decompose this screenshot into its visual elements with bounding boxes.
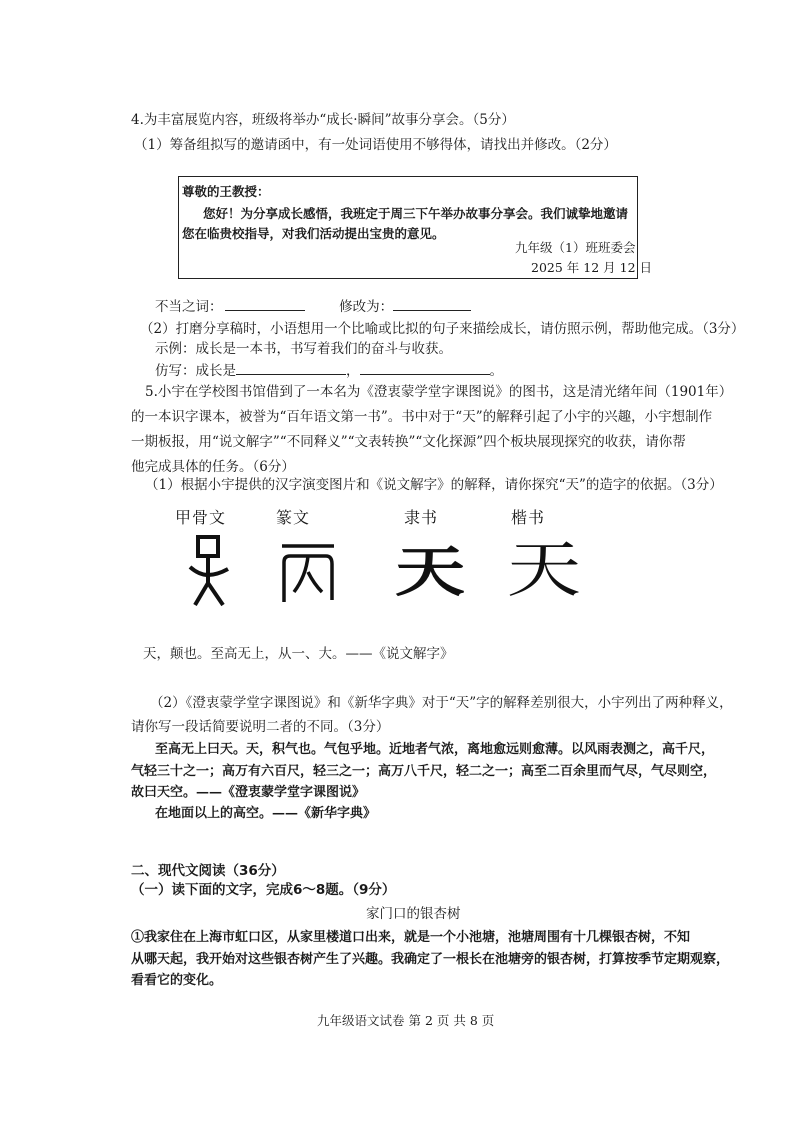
q4-title: 4.为丰富展览内容，班级将举办“成长·瞬间”故事分享会。（5分）: [131, 112, 515, 128]
clerical-script-tian-glyph: 天: [395, 540, 465, 604]
def-xinhua: 在地面以上的高空。——《新华字典》: [155, 806, 377, 821]
q5-line1: 5.小宇在学校图书馆借到了一本名为《澄衷蒙学堂字课图说》的图书，这是清光绪年间（1901年）: [145, 384, 733, 400]
modify-blank[interactable]: [393, 296, 471, 311]
q5-part1: （1）根据小宇提供的汉字演变图片和《说文解字》的解释，请你探究“天”的造字的依据。（3分）: [145, 477, 723, 493]
seal-script-label: 篆文: [276, 508, 311, 527]
section2-subheading: （一）读下面的文字，完成6～8题。（9分）: [131, 882, 396, 898]
def-chengzhong-line1: 至高无上曰天。天，积气也。气包乎地。近地者气浓，离地愈远则愈薄。以风雨表测之，高千尺，: [155, 742, 715, 757]
shuowen-definition: 天，颠也。至高无上，从一、大。——《说文解字》: [143, 646, 454, 662]
def-chengzhong-line2: 气轻三十之一；高万有六百尺，轻三之一；高万八千尺，轻二之一；高至二百余里而气尽，气尽则空，: [131, 764, 717, 779]
oracle-bone-label: 甲骨文: [175, 508, 227, 527]
improper-word-blank[interactable]: [225, 296, 305, 311]
imitate-period: 。: [489, 363, 503, 379]
letter-body-line2: 您在临贵校指导，对我们活动提出宝贵的意见。: [182, 226, 445, 241]
q4-example: 示例：成长是一本书，书写着我们的奋斗与收获。: [155, 341, 452, 357]
imitate-blank-2[interactable]: [360, 360, 490, 375]
q4-part2: （2）打磨分享稿时，小语想用一个比喻或比拟的句子来描绘成长，请仿照示例，帮助他完成。（3分）: [140, 321, 745, 337]
improper-word-label: 不当之词：: [155, 299, 223, 315]
q4-part1: （1）筹备组拟写的邀请函中，有一处词语使用不够得体，请找出并修改。（2分）: [134, 137, 617, 153]
page-footer: 九年级语文试卷 第 2 页 共 8 页: [317, 1013, 495, 1028]
regular-script-tian-glyph: 天: [507, 534, 581, 606]
imitate-blank-1[interactable]: [236, 360, 346, 375]
imitate-row: [155, 360, 503, 380]
article-para1-line1: ①我家住在上海市虹口区，从家里楼道口出来，就是一个小池塘，池塘周围有十几棵银杏树，不知: [131, 930, 691, 945]
letter-salutation: 尊敬的王教授：: [182, 184, 270, 199]
letter-date: 2025 年 12 月 12 日: [531, 260, 652, 275]
q5-line3: 一期板报，用“说文解字”“不同释义”“文表转换”“文化探源”四个板块展现探究的收获，请你帮: [131, 434, 686, 450]
clerical-script-label: 隶书: [404, 508, 439, 527]
q5-part2-line2: 请你写一段话简要说明二者的不同。（3分）: [131, 719, 390, 735]
invitation-letter-box: [178, 176, 652, 279]
section2-heading: 二、现代文阅读（36分）: [131, 863, 285, 879]
letter-body-line1: 您好！为分享成长感悟，我班定于周三下午举办故事分享会。我们诚挚地邀请: [203, 206, 629, 221]
imitate-comma: ，: [346, 363, 360, 379]
oracle-bone-tian-glyph: [185, 535, 235, 607]
improper-word-row: [155, 296, 471, 316]
modify-label: 修改为：: [339, 299, 394, 315]
seal-script-tian-glyph: [278, 542, 338, 604]
article-para1-line3: 看看它的变化。: [131, 973, 223, 988]
q5-line2: 的一本识字课本，被誉为“百年语文第一书”。书中对于“天”的解释引起了小宇的兴趣，小宇想制作: [131, 409, 713, 425]
q5-line4: 他完成具体的任务。（6分）: [131, 459, 295, 475]
q5-part2-line1: （2）《澄衷蒙学堂字课图说》和《新华字典》对于“天”字的解释差别很大，小宇列出了两种释义，: [150, 695, 733, 711]
article-para1-line2: 从哪天起，我开始对这些银杏树产生了兴趣。我确定了一根长在池塘旁的银杏树，打算按季节定期观察，: [131, 952, 730, 967]
regular-script-label: 楷书: [511, 508, 546, 527]
def-chengzhong-line3: 故曰天空。——《澄衷蒙学堂字课图说》: [131, 785, 366, 800]
imitate-label: 仿写：成长是: [155, 363, 236, 379]
letter-signature: 九年级（1）班班委会: [515, 240, 636, 255]
article-title: 家门口的银杏树: [366, 906, 461, 922]
